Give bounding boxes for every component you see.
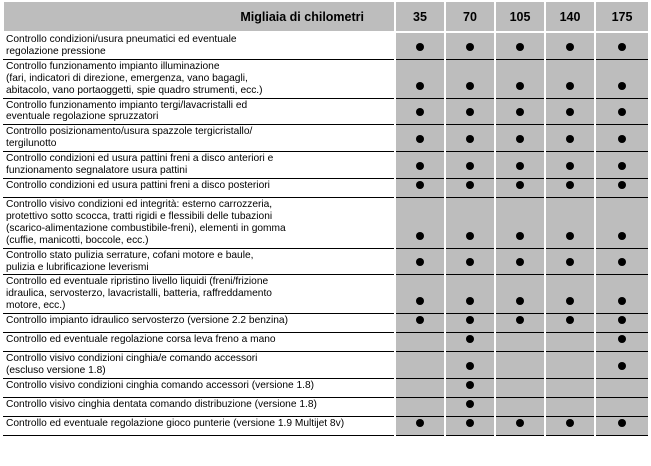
interval-cell-70 [445, 248, 495, 275]
task-description-line: Controllo visivo condizioni cinghia comando accessori (versione 1.8) [6, 379, 315, 391]
interval-cell-105 [495, 352, 545, 379]
check-dot-icon [416, 258, 424, 266]
interval-cell-105 [495, 59, 545, 98]
task-description [3, 333, 395, 352]
task-description [3, 98, 395, 125]
check-dot-icon [566, 108, 574, 116]
task-description-line: Controllo visivo condizioni cinghia/e comando accessori [6, 353, 258, 365]
interval-cell-140 [545, 125, 595, 152]
check-dot-icon [566, 316, 574, 324]
check-dot-icon [566, 181, 574, 189]
table-row [3, 178, 649, 197]
table-row [3, 32, 649, 59]
interval-cell-70 [445, 333, 495, 352]
interval-cell-175 [595, 397, 649, 416]
check-dot-icon [566, 419, 574, 427]
task-description-line: Controllo condizioni ed usura pattini freni a disco posteriori [6, 179, 270, 191]
interval-cell-70 [445, 59, 495, 98]
header-distance-label: Migliaia di chilometri [3, 2, 395, 32]
interval-cell-175 [595, 125, 649, 152]
task-description-line: Controllo condizioni ed usura pattini freni a disco anteriori e [6, 153, 274, 165]
interval-cell-175 [595, 32, 649, 59]
interval-cell-140 [545, 352, 595, 379]
interval-cell-105 [495, 125, 545, 152]
header-interval-35: 35 [395, 2, 445, 32]
interval-cell-140 [545, 378, 595, 397]
check-dot-icon [416, 162, 424, 170]
interval-cell-35 [395, 248, 445, 275]
check-dot-icon [566, 82, 574, 90]
check-dot-icon [618, 419, 626, 427]
check-dot-icon [416, 181, 424, 189]
interval-cell-105 [495, 333, 545, 352]
check-dot-icon [416, 135, 424, 143]
check-dot-icon [566, 135, 574, 143]
interval-cell-140 [545, 59, 595, 98]
interval-cell-175 [595, 416, 649, 435]
table-row [3, 314, 649, 333]
task-description [3, 352, 395, 379]
interval-cell-105 [495, 248, 545, 275]
check-dot-icon [416, 108, 424, 116]
task-description [3, 416, 395, 435]
task-description-line: Controllo visivo condizioni ed integrità: esterno carrozzeria, [6, 198, 273, 210]
interval-cell-175 [595, 59, 649, 98]
table-row [3, 98, 649, 125]
header-interval-175: 175 [595, 2, 649, 32]
check-dot-icon [466, 108, 474, 116]
interval-cell-140 [545, 416, 595, 435]
task-description-line: Controllo ed eventuale regolazione corsa leva freno a mano [6, 334, 276, 346]
task-description-line: (scarico-alimentazione combustibile-freni), elementi in gomma [6, 222, 286, 234]
interval-cell-105 [495, 178, 545, 197]
interval-cell-105 [495, 275, 545, 314]
interval-cell-105 [495, 152, 545, 179]
interval-cell-70 [445, 416, 495, 435]
task-description [3, 275, 395, 314]
check-dot-icon [618, 162, 626, 170]
interval-cell-140 [545, 314, 595, 333]
check-dot-icon [618, 82, 626, 90]
task-description [3, 378, 395, 397]
check-dot-icon [466, 43, 474, 51]
interval-cell-35 [395, 32, 445, 59]
check-dot-icon [516, 82, 524, 90]
interval-cell-175 [595, 333, 649, 352]
check-dot-icon [618, 43, 626, 51]
interval-cell-175 [595, 178, 649, 197]
task-description-line: regolazione pressione [6, 45, 106, 57]
interval-cell-70 [445, 98, 495, 125]
interval-cell-35 [395, 59, 445, 98]
interval-cell-35 [395, 397, 445, 416]
task-description-line: abitacolo, vano portaoggetti, spie quadro strumenti, ecc.) [6, 84, 263, 96]
header-interval-105: 105 [495, 2, 545, 32]
interval-cell-105 [495, 197, 545, 248]
task-description [3, 59, 395, 98]
interval-cell-70 [445, 352, 495, 379]
interval-cell-175 [595, 275, 649, 314]
check-dot-icon [566, 43, 574, 51]
interval-cell-105 [495, 397, 545, 416]
check-dot-icon [618, 316, 626, 324]
interval-cell-35 [395, 378, 445, 397]
interval-cell-140 [545, 32, 595, 59]
task-description [3, 125, 395, 152]
table-row [3, 352, 649, 379]
check-dot-icon [416, 297, 424, 305]
check-dot-icon [618, 335, 626, 343]
interval-cell-70 [445, 178, 495, 197]
interval-cell-105 [495, 378, 545, 397]
task-description-line: motore, ecc.) [6, 300, 66, 312]
table-row [3, 333, 649, 352]
check-dot-icon [566, 258, 574, 266]
interval-cell-140 [545, 197, 595, 248]
check-dot-icon [566, 232, 574, 240]
task-description-line: Controllo condizioni/usura pneumatici ed eventuale [6, 34, 237, 45]
maintenance-schedule-table [2, 2, 650, 436]
interval-cell-70 [445, 378, 495, 397]
check-dot-icon [516, 297, 524, 305]
task-description-line: tergilunotto [6, 138, 57, 150]
task-description-line: Controllo funzionamento impianto tergi/lavacristalli ed [6, 99, 248, 111]
interval-cell-70 [445, 314, 495, 333]
interval-cell-70 [445, 152, 495, 179]
task-description-line: (escluso versione 1.8) [6, 365, 106, 377]
task-description-line: Controllo ed eventuale regolazione gioco punterie (versione 1.9 Multijet 8v) [6, 417, 345, 429]
interval-cell-35 [395, 178, 445, 197]
table-row [3, 378, 649, 397]
task-description [3, 178, 395, 197]
check-dot-icon [618, 362, 626, 370]
interval-cell-175 [595, 98, 649, 125]
task-description-line: Controllo funzionamento impianto illuminazione [6, 60, 220, 72]
check-dot-icon [416, 43, 424, 51]
interval-cell-105 [495, 416, 545, 435]
interval-cell-70 [445, 125, 495, 152]
interval-cell-35 [395, 314, 445, 333]
check-dot-icon [466, 232, 474, 240]
check-dot-icon [516, 43, 524, 51]
check-dot-icon [618, 258, 626, 266]
task-description-line: protettivo sotto scocca, tratti rigidi e flessibili delle tubazioni [6, 210, 273, 222]
task-description [3, 248, 395, 275]
check-dot-icon [466, 316, 474, 324]
interval-cell-175 [595, 352, 649, 379]
check-dot-icon [618, 297, 626, 305]
check-dot-icon [466, 297, 474, 305]
interval-cell-35 [395, 152, 445, 179]
check-dot-icon [618, 108, 626, 116]
check-dot-icon [466, 181, 474, 189]
table-row [3, 197, 649, 248]
interval-cell-70 [445, 397, 495, 416]
check-dot-icon [516, 258, 524, 266]
interval-cell-105 [495, 314, 545, 333]
interval-cell-35 [395, 275, 445, 314]
interval-cell-35 [395, 333, 445, 352]
header-row [3, 2, 649, 32]
interval-cell-70 [445, 197, 495, 248]
table-row [3, 152, 649, 179]
task-description [3, 314, 395, 333]
table-row [3, 397, 649, 416]
task-description-line: pulizia e lubrificazione leverismi [6, 261, 149, 273]
task-description-line: Controllo stato pulizia serrature, cofani motore e baule, [6, 249, 254, 261]
interval-cell-35 [395, 98, 445, 125]
check-dot-icon [516, 108, 524, 116]
interval-cell-175 [595, 248, 649, 275]
task-description-line: idraulica, servosterzo, lavacristalli, batteria, raffreddamento [6, 288, 272, 300]
check-dot-icon [466, 258, 474, 266]
check-dot-icon [466, 135, 474, 143]
check-dot-icon [416, 419, 424, 427]
task-description [3, 32, 395, 59]
task-description-line: Controllo posizionamento/usura spazzole tergicristallo/ [6, 126, 253, 138]
table-row [3, 59, 649, 98]
check-dot-icon [466, 419, 474, 427]
check-dot-icon [416, 82, 424, 90]
interval-cell-35 [395, 125, 445, 152]
interval-cell-140 [545, 152, 595, 179]
table-row [3, 248, 649, 275]
task-description-line: Controllo visivo cinghia dentata comando distribuzione (versione 1.8) [6, 398, 317, 410]
check-dot-icon [466, 162, 474, 170]
header-interval-70: 70 [445, 2, 495, 32]
table-row [3, 125, 649, 152]
check-dot-icon [466, 362, 474, 370]
interval-cell-175 [595, 314, 649, 333]
task-description [3, 197, 395, 248]
check-dot-icon [516, 316, 524, 324]
table-row [3, 275, 649, 314]
interval-cell-140 [545, 98, 595, 125]
interval-cell-70 [445, 32, 495, 59]
task-description-line: Controllo impianto idraulico servosterzo (versione 2.2 benzina) [6, 315, 288, 327]
task-description-line: (cuffie, manicotti, boccole, ecc.) [6, 234, 149, 246]
task-description-line: Controllo ed eventuale ripristino livello liquidi (freni/frizione [6, 276, 269, 288]
check-dot-icon [516, 135, 524, 143]
table-row [3, 416, 649, 435]
check-dot-icon [516, 232, 524, 240]
interval-cell-70 [445, 275, 495, 314]
check-dot-icon [618, 135, 626, 143]
check-dot-icon [466, 381, 474, 389]
check-dot-icon [466, 400, 474, 408]
interval-cell-175 [595, 197, 649, 248]
check-dot-icon [566, 162, 574, 170]
task-description-line: eventuale regolazione spruzzatori [6, 111, 159, 123]
interval-cell-140 [545, 178, 595, 197]
check-dot-icon [416, 232, 424, 240]
check-dot-icon [466, 335, 474, 343]
interval-cell-140 [545, 275, 595, 314]
task-description-line: (fari, indicatori di direzione, emergenza, vano bagagli, [6, 72, 248, 84]
task-description [3, 397, 395, 416]
interval-cell-175 [595, 152, 649, 179]
check-dot-icon [466, 82, 474, 90]
check-dot-icon [618, 181, 626, 189]
interval-cell-140 [545, 248, 595, 275]
interval-cell-140 [545, 397, 595, 416]
interval-cell-35 [395, 416, 445, 435]
check-dot-icon [416, 316, 424, 324]
check-dot-icon [618, 232, 626, 240]
interval-cell-140 [545, 333, 595, 352]
schedule-rows [3, 32, 649, 435]
check-dot-icon [566, 297, 574, 305]
interval-cell-105 [495, 32, 545, 59]
header-interval-140: 140 [545, 2, 595, 32]
task-description-line: funzionamento segnalatore usura pattini [6, 165, 188, 177]
check-dot-icon [516, 162, 524, 170]
interval-cell-105 [495, 98, 545, 125]
check-dot-icon [516, 419, 524, 427]
check-dot-icon [516, 181, 524, 189]
interval-cell-35 [395, 352, 445, 379]
interval-cell-175 [595, 378, 649, 397]
task-description [3, 152, 395, 179]
interval-cell-35 [395, 197, 445, 248]
